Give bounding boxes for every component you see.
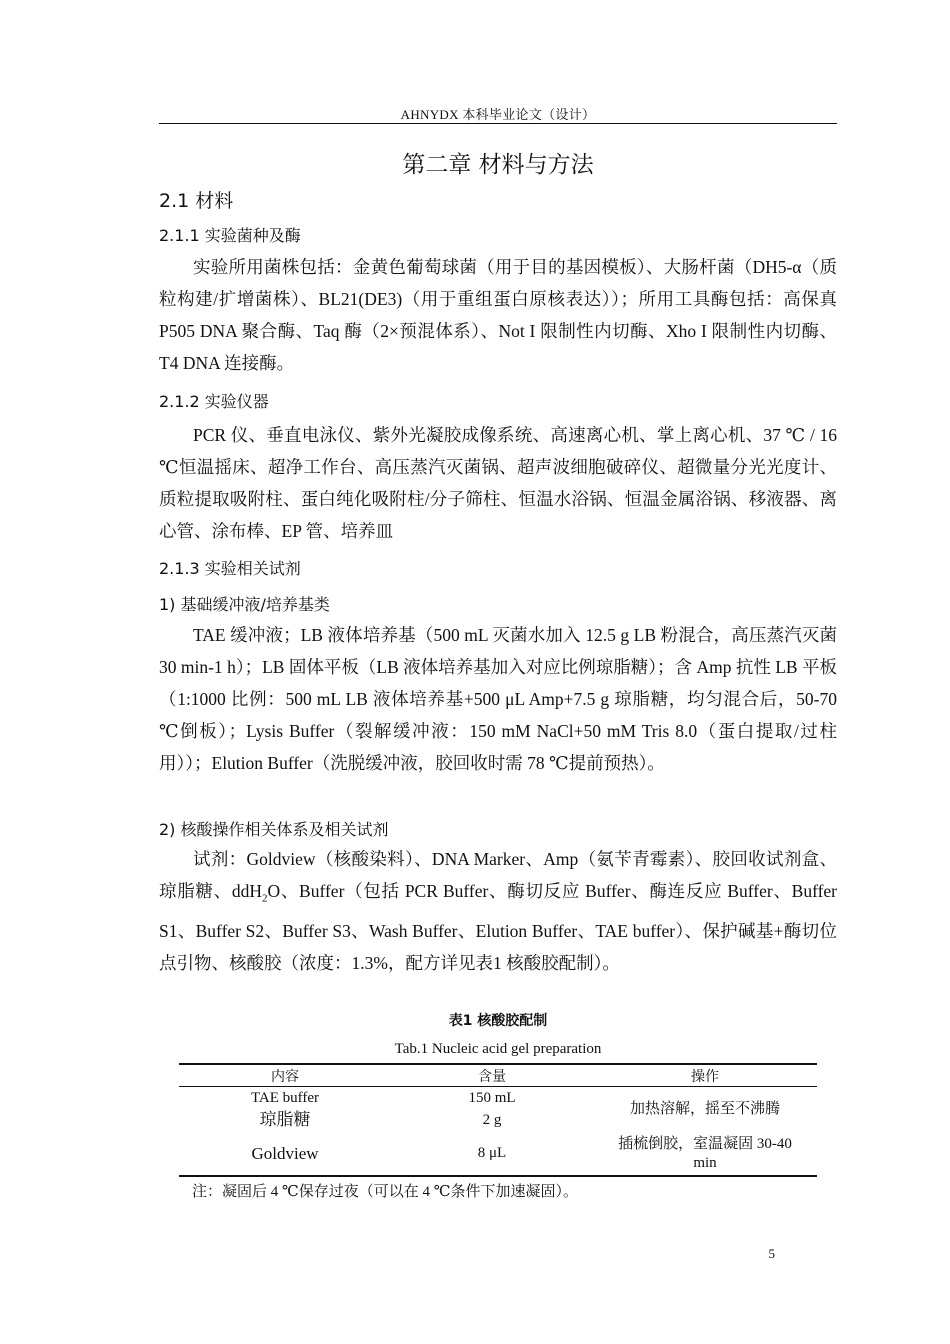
table-cell-operation: 加热溶解，摇至不沸腾 [629,1101,780,1117]
table-note: 注：凝固后 4 ℃保存过夜（可以在 4 ℃条件下加速凝固）。 [192,1184,579,1200]
paragraph-nucleic-reagents [159,843,837,979]
subsection-heading-2-1-3: 2.1.3 实验相关试剂 [159,559,301,578]
paragraph-buffers-media: TAE 缓冲液；LB 液体培养基（500 mL 灭菌水加入 12.5 g LB 粉混合，高压蒸汽灭菌 30 min-1 h）；LB 固体平板（LB 液体培养基加入对应比例琼脂糖）；含 Amp 抗性 LB 平板（1:1000 比例：500 mL LB 液体培养基+500 μL Amp+7.5 g 琼脂糖，均匀混合后，50-70 ℃倒板）；Lysis Buffer（裂解缓冲液：150 mM NaCl+50 mM Tris 8.0（蛋白提取/过柱用））；Elution Buffer（洗脱缓冲液，胶回收时需 78 ℃提前预热）。 [159,625,837,773]
reagents-text-b: O、Buffer（包括 PCR Buffer、酶切反应 Buffer、酶连反应 Buffer、Buffer S1、Buffer S2、Buffer S3、Wash Buffer、Elution Buffer、TAE buffer）、保护碱基+酶切位点引物、核酸胶（浓度：1.3%，配方详见表1 核酸胶配制）。 [159,881,838,973]
header-rule [159,123,837,124]
table-cell: 8 μL [391,1132,593,1176]
table-header-cell: 操作 [593,1064,817,1087]
table-cell: 琼脂糖 [259,1110,311,1129]
list-item-heading-1: 1) 基础缓冲液/培养基类 [159,595,330,614]
table-caption-cn: 表1 核酸胶配制 [448,1013,548,1029]
list-item-heading-2: 2) 核酸操作相关体系及相关试剂 [159,820,389,839]
table-header-cell: 内容 [179,1064,391,1087]
table-row [179,1087,817,1109]
table-row [179,1132,817,1176]
paragraph-instruments: PCR 仪、垂直电泳仪、紫外光凝胶成像系统、高速离心机、掌上离心机、37 ℃ / 16 ℃恒温摇床、超净工作台、高压蒸汽灭菌锅、超声波细胞破碎仪、超微量分光光度计、质粒提取吸附柱、蛋白纯化吸附柱/分子筛柱、恒温水浴锅、恒温金属浴锅、移液器、离心管、涂布棒、EP 管、培养皿 [159,425,837,541]
section-heading: 2.1 材料 [159,190,234,212]
page-number: 5 [768,1246,775,1261]
subsection-heading-2-1-2: 2.1.2 实验仪器 [159,392,269,411]
subsection-heading-2-1-1: 2.1.1 实验菌种及酶 [159,226,301,245]
gel-preparation-table [179,1063,817,1177]
table-header-cell: 含量 [391,1064,593,1087]
table-cell: 150 mL [468,1090,516,1106]
subscript-2: 2 [261,892,268,905]
table-cell-operation: 插梳倒胶，室温凝固 30-40 min [593,1132,817,1176]
table-header-row [179,1064,817,1087]
table-caption-en: Tab.1 Nucleic acid gel preparation [394,1041,602,1057]
page-header: AHNYDX 本科毕业论文（设计） [400,107,596,122]
paragraph-strains-enzymes: 实验所用菌株包括：金黄色葡萄球菌（用于目的基因模板）、大肠杆菌（DH5-α（质粒构建/扩增菌株）、BL21(DE3)（用于重组蛋白原核表达））；所用工具酶包括：高保真 P505 DNA 聚合酶、Taq 酶（2×预混体系）、Not I 限制性内切酶、Xho I 限制性内切酶、T4 DNA 连接酶。 [159,257,837,373]
table-cell: 2 g [482,1112,502,1128]
reagents-text-a: 试剂：Goldview（核酸染料）、DNA Marker、Amp（氨苄青霉素）、胶回收试剂盒、琼脂糖、ddH [159,849,837,901]
table-cell: Goldview [179,1132,391,1176]
chapter-title: 第二章 材料与方法 [402,152,594,178]
table-cell: TAE buffer [250,1090,320,1106]
